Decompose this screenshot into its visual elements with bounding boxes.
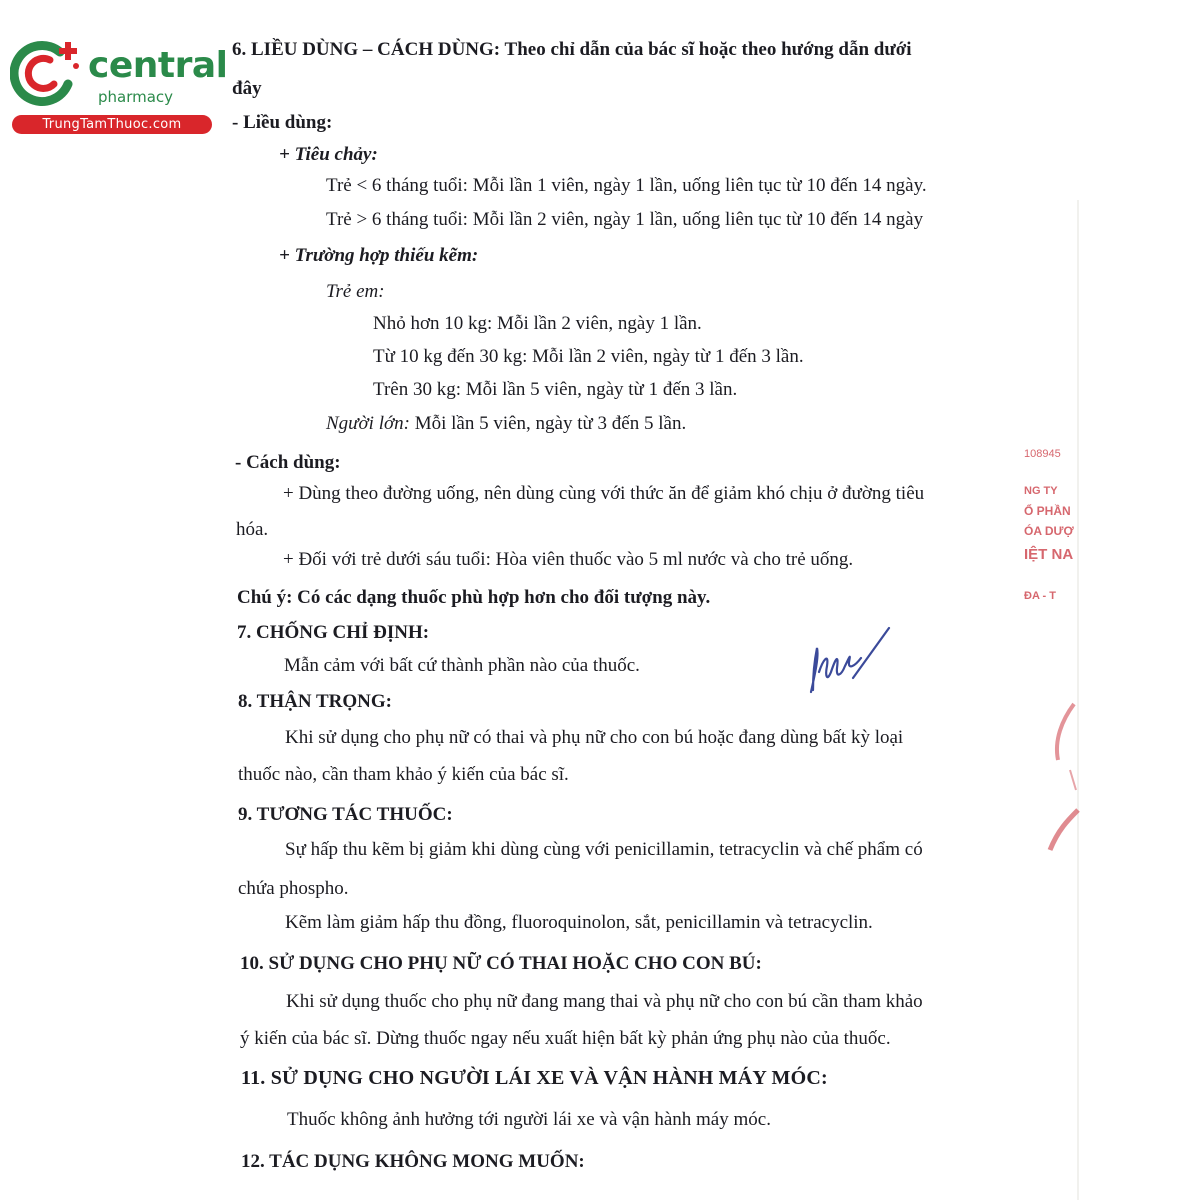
usage-label: - Cách dùng: [235,452,341,473]
note: Chú ý: Có các dạng thuốc phù hợp hơn cho đối tượng này. [237,587,711,608]
seal-fragment-icon [1040,700,1080,860]
section-9-text-2: Kẽm làm giảm hấp thu đồng, fluoroquinolon, sắt, penicillamin và tetracyclin. [285,912,873,933]
section-10-text-cont: ý kiến của bác sĩ. Dừng thuốc ngay nếu xuất hiện bất kỳ phản ứng phụ nào của thuốc. [240,1028,891,1049]
stamp-line-4: ÓA DƯỢ [1024,524,1074,538]
section-11-text: Thuốc không ảnh hưởng tới người lái xe và vận hành máy móc. [287,1109,771,1130]
stamp-line-6: ĐA - T [1024,590,1056,602]
section-10-text: Khi sử dụng thuốc cho phụ nữ đang mang thai và phụ nữ cho con bú cần tham khảo [286,991,923,1012]
section-9-text: Sự hấp thu kẽm bị giảm khi dùng cùng với penicillamin, tetracyclin và chế phẩm có [285,839,923,860]
section-10-title: 10. SỬ DỤNG CHO PHỤ NỮ CÓ THAI HOẶC CHO CON BÚ: [240,953,762,974]
child-dose-10-30kg: Từ 10 kg đến 30 kg: Mỗi lần 2 viên, ngày từ 1 đến 3 lần. [373,346,804,367]
section-9-title: 9. TƯƠNG TÁC THUỐC: [238,804,453,825]
central-pharmacy-logo[interactable] [10,36,228,136]
stamp-line-3: Ổ PHẦN [1024,504,1071,518]
pharmacy-cross-logo-icon [10,38,85,110]
section-8-text-cont: thuốc nào, cần tham khảo ý kiến của bác sĩ. [238,764,569,785]
section-6-title: 6. LIỀU DÙNG – CÁCH DÙNG: Theo chỉ dẫn của bác sĩ hoặc theo hướng dẫn dưới [232,39,912,60]
stamp-line-1: 108945 [1024,448,1061,460]
section-9-text-cont: chứa phospho. [238,878,349,899]
dosage-label: - Liều dùng: [232,112,333,133]
adult-dose [326,412,686,436]
children-label: Trẻ em: [326,281,385,302]
usage-under-six: + Đối với trẻ dưới sáu tuổi: Hòa viên thuốc vào 5 ml nước và cho trẻ uống. [283,549,854,570]
diarrhea-label: + Tiêu chảy: [279,144,378,165]
diarrhea-dose-over-6m: Trẻ > 6 tháng tuổi: Mỗi lần 2 viên, ngày 1 lần, uống liên tục từ 10 đến 14 ngày [326,209,924,230]
stamp-line-2: NG TY [1024,485,1058,497]
usage-oral-cont: hóa. [236,519,269,540]
section-8-text: Khi sử dụng cho phụ nữ có thai và phụ nữ cho con bú hoặc đang dùng bất kỳ loại [285,727,904,748]
zinc-deficiency-label: + Trường hợp thiếu kẽm: [279,245,479,266]
diarrhea-dose-under-6m: Trẻ < 6 tháng tuổi: Mỗi lần 1 viên, ngày 1 lần, uống liên tục từ 10 đến 14 ngày. [326,175,927,196]
section-8-title: 8. THẬN TRỌNG: [238,691,392,712]
section-7-text: Mẫn cảm với bất cứ thành phần nào của thuốc. [284,655,640,676]
logo-site-link[interactable]: TrungTamThuoc.com [12,115,212,134]
child-dose-under-10kg: Nhỏ hơn 10 kg: Mỗi lần 2 viên, ngày 1 lần. [373,313,702,334]
section-11-title: 11. SỬ DỤNG CHO NGƯỜI LÁI XE VÀ VẬN HÀNH MÁY MÓC: [241,1067,828,1089]
section-6-title-cont: đây [232,78,262,99]
usage-oral: + Dùng theo đường uống, nên dùng cùng với thức ăn để giảm khó chịu ở đường tiêu [283,483,925,504]
adult-label: Người lớn: [326,413,410,434]
section-7-title: 7. CHỐNG CHỈ ĐỊNH: [237,622,430,643]
child-dose-over-30kg: Trên 30 kg: Mỗi lần 5 viên, ngày từ 1 đến 3 lần. [373,379,738,400]
logo-subtitle: pharmacy [98,88,174,106]
company-stamp [1018,440,1080,615]
adult-dose-text: Mỗi lần 5 viên, ngày từ 3 đến 5 lần. [409,413,687,434]
stamp-line-5: IỆT NA [1024,546,1074,563]
signature-image [805,622,895,702]
logo-name: central [88,45,228,86]
section-12-title: 12. TÁC DỤNG KHÔNG MONG MUỐN: [241,1151,585,1172]
